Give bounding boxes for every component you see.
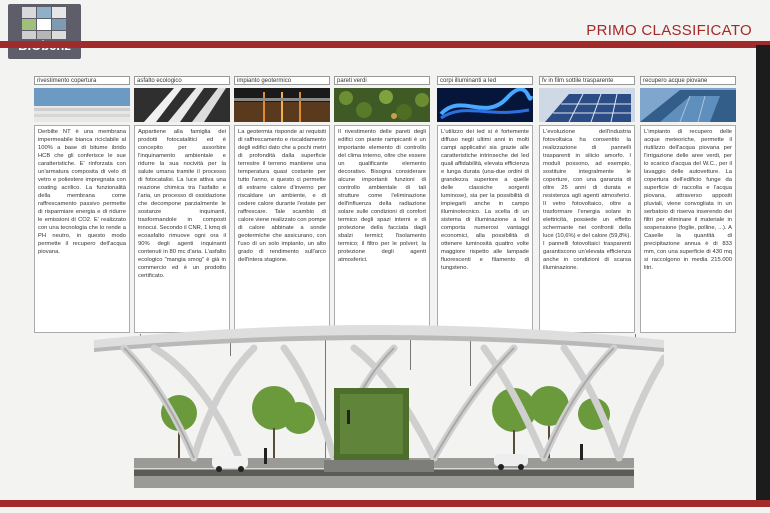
- header-divider: [0, 41, 770, 48]
- geothermal-photo: [234, 88, 330, 122]
- panel-text: L'evoluzione dell'industria fotovoltaica ha consentito la realizzazione di pannelli trasparenti in silicio amorfo. I moduli possono, ad esempio, sostituire integralmente le coperture, con una garanzia di oltre 25 anni di durata e resistenza agli agenti atmosferici. Il vetro fotovoltaico, oltre a trasformare l'energia solare in elettricità, possiede un effetto schermante nei confronti della luce (10,6%) e del calore (59,8%). I pannelli fotovoltaici trasparenti garantiscono un'elevata efficienza anche in condizioni di scarsa illuminazione.: [539, 125, 635, 333]
- led-strip-photo: [437, 88, 533, 122]
- solar-panel-photo: [539, 88, 635, 122]
- asphalt-photo: [134, 88, 230, 122]
- panel-label: corpi illuminanti a led: [437, 76, 533, 85]
- page-edge-shadow: [756, 45, 770, 500]
- panel-text: Il rivestimento delle pareti degli edifici con piante rampicanti è un importante elemento di controllo del clima interno, oltre che essere un qualificante elemento decorativo. Bisogna considerare alcune importanti funzioni di controllo ambientale di tali strutture come l'eliminazione dell'influenza della radiazione solare sulle condizioni di comfort termico degli spazi interni e di protezione della facciata dagli sbalzi termici; l'isolamento termico; il filtro per le polveri; la protezione degli agenti atmosferici.: [334, 125, 430, 333]
- page-title: PRIMO CLASSIFICATO: [586, 22, 752, 39]
- logo-mark-icon: [22, 7, 66, 41]
- panel-thin-film-pv: [539, 76, 635, 334]
- panel-label: asfalto ecologico: [134, 76, 230, 85]
- panel-text: La geotermia risponde ai requisiti di raffrescamento e riscaldamento degli edifici dato che a pochi metri di profondità dalla superficie terrestre il terreno mantiene una temperatura quasi costante per tutto l'anno, e questo ci permette di estrarre calore d'inverno per riscaldare un ambiente, e di cedere calore durante l'estate per raffrescare. Tale scambio di calore viene realizzato con pompe di calore abbinate a sonde geotermiche che assicurano, con l'uso di un solo impianto, un alto grado di rendimento sull'arco dell'intera stagione.: [234, 125, 330, 333]
- panel-label: impianto geotermico: [234, 76, 330, 85]
- panel-geothermal: [234, 76, 330, 334]
- panel-text: L'utilizzo dei led si è fortemente diffuso negli ultimi anni in molti campi applicativi sia grazie alle caratteristiche intrinseche dei led quali affidabilità, elevata efficienza e lunga durata (una-due ordini di grandezza superiore a quelle delle classiche sorgenti luminose), sia per la possibilità di impiegarli anche in campo illuminotecnico. La scelta di un sistema di illuminazione a led comporta numerosi vantaggi economici, alla possibilità di ottenere luminosità quattro volte maggiore rispetto alle lampade fluorescenti e filamento di tungsteno.: [437, 125, 533, 333]
- roof-panels-photo: [34, 88, 130, 122]
- canopy-structure-render: [94, 318, 664, 498]
- panel-rainwater-recovery: [640, 76, 736, 334]
- panel-eco-asphalt: [134, 76, 230, 334]
- panel-text: Derbilte NT è una membrana impermeabile bianca riciclabile al 100% a base di bitume ibrido HCB che gli conferisce le sue caratteristiche. E' rinforzata con un'armatura composita di velo di vetro e poliestere impregnata con coating acrilico. La funzionalità della membrana come raffrescamento passivo permette di risparmiare energia e di ridurre le emissioni di CO2. E' realizzato con una tecnologia che lo rende a PH neutro, in questo modo permette il recupero dell'acqua piovana.: [34, 125, 130, 333]
- panel-led-lighting: [437, 76, 533, 334]
- panel-roof-covering: [34, 76, 130, 334]
- panel-green-walls: [334, 76, 430, 334]
- glass-building-photo: [640, 88, 736, 122]
- panel-label: pareti verdi: [334, 76, 430, 85]
- panel-text: L'impianto di recupero delle acque meteoriche, permette il riutilizzo dell'acqua piovana per l'irrigazione delle aree verdi, per lo scarico d'acqua del W.C., per il lavaggio delle autovetture. La copertura dell'edificio funge da superficie di raccolta e l'acqua piovana, attraverso appositi pluviali, viene convogliata in un serbatoio di riserva inserendo dei filtri per eliminare il materiale in sospensione (foglie, polline, ...). A Caselle la quantità di precipitazione annua è di 833 mm, con una superficie di 430 mq si raccolgono in media 215.000 litri.: [640, 125, 736, 333]
- panel-label: recupero acque piovane: [640, 76, 736, 85]
- panel-label: rivestimento copertura: [34, 76, 130, 85]
- panel-text: Appartiene alla famiglia dei prodotti fotocatalitici ed è concepito per assorbire l'inquinamento ambientale e ridurre la sua nocività per la salute umana tramite il processo di fotocatalisi. La luce attiva una reazione chimica tra l'asfalto e l'aria, un processo di ossidazione che decompone parzialmente le sostanze inquinanti, trasformandole in composti innocui. Secondo il CNR, 1 kmq di ecoasfalto rimuove ogni ora il 90% degli agenti inquinanti contenuti in 80 mc d'aria. L'asfalto ecologico "mangia smog" è già in commercio ed è un prodotto certificato.: [134, 125, 230, 333]
- biobenz-logo: [8, 4, 81, 59]
- footer-divider: [0, 500, 770, 507]
- panel-label: fv in film sottile trasparente: [539, 76, 635, 85]
- green-wall-photo: [334, 88, 430, 122]
